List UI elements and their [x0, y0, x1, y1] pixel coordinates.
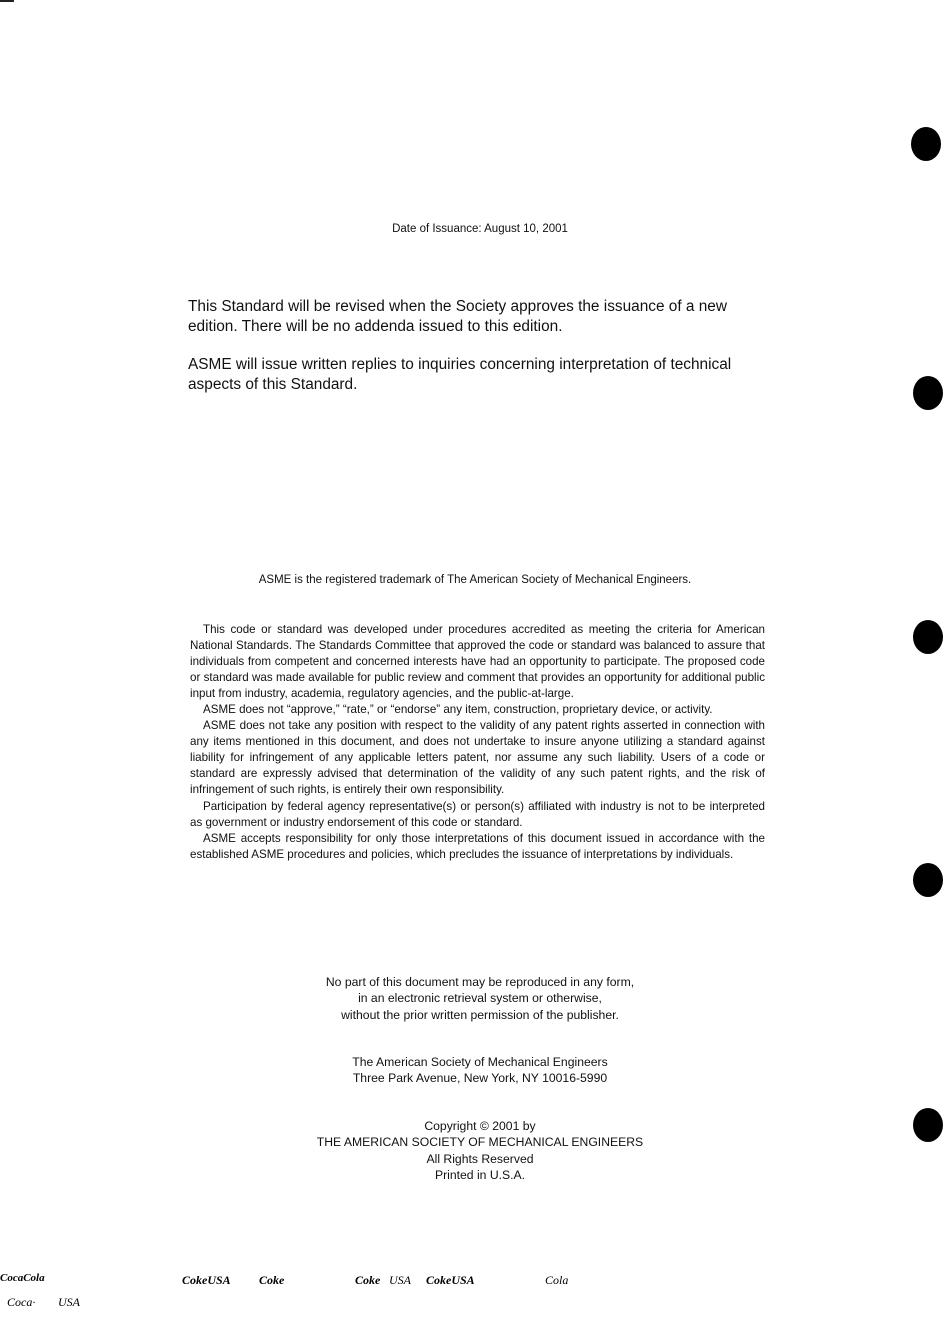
- reproduction-line: in an electronic retrieval system or otherwise,: [358, 991, 602, 1006]
- footer-stamp: Cola: [545, 1273, 569, 1287]
- copyright-line: Printed in U.S.A.: [434, 1167, 526, 1182]
- punch-hole: [913, 863, 943, 897]
- legal-paragraph: This code or standard was developed under procedures accredited as meeting the criteria for American National Standards. The Standards Committee that approved the code or standard was balanced to assure that individuals from competent and concerned interests have had an opportunity to participate. The proposed code or standard was made available for public review and comment that provides an opportunity for additional public input from industry, academia, regulatory agencies, and the public-at-large.: [190, 623, 765, 701]
- trademark-notice: ASME is the registered trademark of The American Society of Mechanical Engineers.: [258, 574, 692, 586]
- footer-stamp: Coke: [259, 1273, 285, 1287]
- punch-hole: [911, 127, 941, 161]
- interpretation-notice: ASME will issue written replies to inquiries concerning interpretation of technical aspects of this Standard.: [188, 356, 732, 393]
- revision-notice: This Standard will be revised when the Society approves the issuance of a new edition. There will be no addenda issued to this edition.: [188, 298, 727, 335]
- footer-stamp: CocaCola: [0, 1272, 45, 1284]
- copyright-line: THE AMERICAN SOCIETY OF MECHANICAL ENGINEERS: [316, 1135, 644, 1150]
- reproduction-line: without the prior written permission of the publisher.: [341, 1007, 619, 1022]
- reproduction-line: No part of this document may be reproduced in any form,: [325, 975, 635, 989]
- footer-stamp: Coca·: [7, 1295, 36, 1309]
- legal-paragraph: ASME accepts responsibility for only those interpretations of this document issued in accordance with the established ASME procedures and policies, which precludes the issuance of interpretations by individuals.: [190, 831, 765, 861]
- date-of-issuance: Date of Issuance: August 10, 2001: [392, 223, 568, 235]
- legal-paragraph: Participation by federal agency representative(s) or person(s) affiliated with industry is not to be interpreted as government or industry endorsement of this code or standard.: [190, 799, 765, 829]
- punch-hole: [913, 1108, 943, 1142]
- publisher-line: Three Park Avenue, New York, NY 10016-5990: [352, 1071, 608, 1086]
- punch-hole: [913, 376, 943, 410]
- legal-disclaimer: [190, 622, 765, 863]
- legal-paragraph: ASME does not “approve,” “rate,” or “endorse” any item, construction, proprietary device, or activity.: [203, 703, 713, 717]
- copyright-line: Copyright © 2001 by: [424, 1119, 536, 1133]
- corner-mark: [0, 0, 14, 2]
- punch-hole: [913, 620, 943, 654]
- footer-stamp: CokeUSA: [182, 1273, 231, 1287]
- footer-stamp: Coke: [355, 1273, 381, 1287]
- reproduction-notice: [260, 974, 700, 1023]
- copyright-line: All Rights Reserved: [426, 1151, 534, 1166]
- legal-paragraph: ASME does not take any position with respect to the validity of any patent rights asserted in connection with any items mentioned in this document, and does not undertake to insure anyone utilizing a standard against liability for infringement of any applicable letters patent, nor assume any such liability. Users of a code or standard are expressly advised that determination of the validity of any such patent rights, and the risk of infringement of such rights, is entirely their own responsibility.: [190, 719, 765, 797]
- copyright-notice: [260, 1118, 700, 1183]
- publisher-address: [260, 1054, 700, 1087]
- footer-stamp: USA: [58, 1295, 80, 1309]
- footer-stamp: USA: [389, 1273, 411, 1287]
- publisher-line: The American Society of Mechanical Engineers: [352, 1055, 608, 1069]
- footer-stamp: CokeUSA: [426, 1273, 475, 1287]
